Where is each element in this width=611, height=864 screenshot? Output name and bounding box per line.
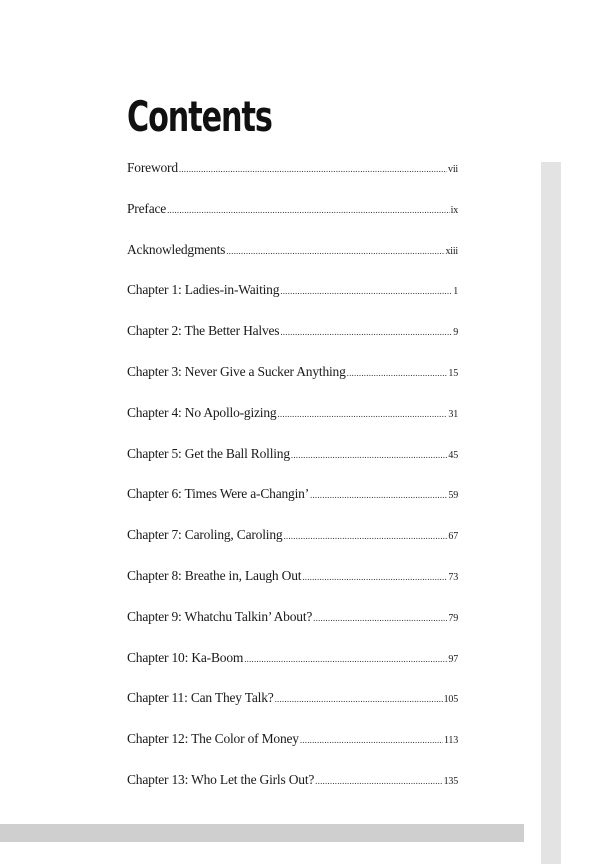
dot-leader [275,694,443,704]
toc-entry-page: 73 [448,571,458,583]
toc-entry-page: 15 [448,367,458,379]
dot-leader [283,531,447,541]
toc-entry-title: Chapter 3: Never Give a Sucker Anything [127,363,346,379]
toc-entry-chapter-6 [127,486,458,527]
toc-entry-title: Chapter 9: Whatchu Talkin’ About? [127,608,313,624]
toc-entry-page: 97 [448,653,458,665]
toc-entry-chapter-5 [127,446,458,487]
dot-leader [179,164,447,174]
dot-leader [226,246,444,256]
toc-entry-foreword [127,160,458,201]
toc-entry-chapter-3 [127,364,458,405]
toc-entry-chapter-8 [127,568,458,609]
toc-entry-chapter-13 [127,772,458,813]
dot-leader [291,450,447,460]
dot-leader [300,735,443,745]
toc-entry-chapter-1 [127,282,458,323]
toc-entry-title: Preface [127,200,167,216]
toc-entry-page: 79 [448,612,458,624]
toc-entry-page: 59 [448,490,458,502]
dot-leader [167,205,450,215]
toc-entry-page: xiii [445,245,458,257]
page-bottom-shadow [0,824,524,842]
toc-entry-page: 67 [448,531,458,543]
table-of-contents [127,160,458,813]
toc-entry-chapter-11 [127,690,458,731]
toc-entry-chapter-7 [127,527,458,568]
toc-entry-page: ix [450,204,458,216]
dot-leader [280,327,452,337]
toc-entry-title: Foreword [127,160,178,175]
toc-entry-chapter-10 [127,650,458,691]
dot-leader [313,613,447,623]
toc-entry-title: Chapter 6: Times Were a-Changin’ [127,486,309,502]
toc-entry-chapter-2 [127,323,458,364]
toc-entry-title: Chapter 4: No Apollo-gizing [127,404,277,420]
dot-leader [277,409,447,419]
toc-entry-page: 31 [448,408,458,420]
toc-entry-title: Chapter 10: Ka-Boom [127,649,244,665]
toc-entry-title: Acknowledgments [127,241,226,257]
toc-entry-page: 135 [443,775,458,787]
toc-entry-title: Chapter 13: Who Let the Girls Out? [127,771,315,787]
toc-entry-chapter-9 [127,609,458,650]
toc-entry-title: Chapter 11: Can They Talk? [127,690,274,706]
page-title: Contents [127,92,272,141]
dot-leader [347,368,448,378]
toc-entry-title: Chapter 8: Breathe in, Laugh Out [127,567,302,583]
toc-entry-title: Chapter 1: Ladies-in-Waiting [127,282,280,298]
dot-leader [310,490,447,500]
dot-leader [302,572,447,582]
page-edge-shadow [541,162,561,864]
toc-entry-page: 1 [453,286,458,298]
toc-entry-title: Chapter 2: The Better Halves [127,323,280,339]
toc-entry-title: Chapter 12: The Color of Money [127,731,299,747]
toc-entry-page: vii [448,164,458,175]
dot-leader [315,776,442,786]
toc-entry-page: 105 [443,694,458,706]
dot-leader [244,654,447,664]
toc-entry-chapter-12 [127,731,458,772]
toc-entry-page: 113 [443,735,458,747]
toc-entry-page: 45 [448,449,458,461]
toc-entry-title: Chapter 7: Caroling, Caroling [127,527,283,543]
dot-leader [280,286,452,296]
toc-entry-chapter-4 [127,405,458,446]
toc-entry-page: 9 [453,327,458,339]
toc-entry-title: Chapter 5: Get the Ball Rolling [127,445,290,461]
toc-entry-preface [127,201,458,242]
toc-entry-acknowledgments [127,242,458,283]
